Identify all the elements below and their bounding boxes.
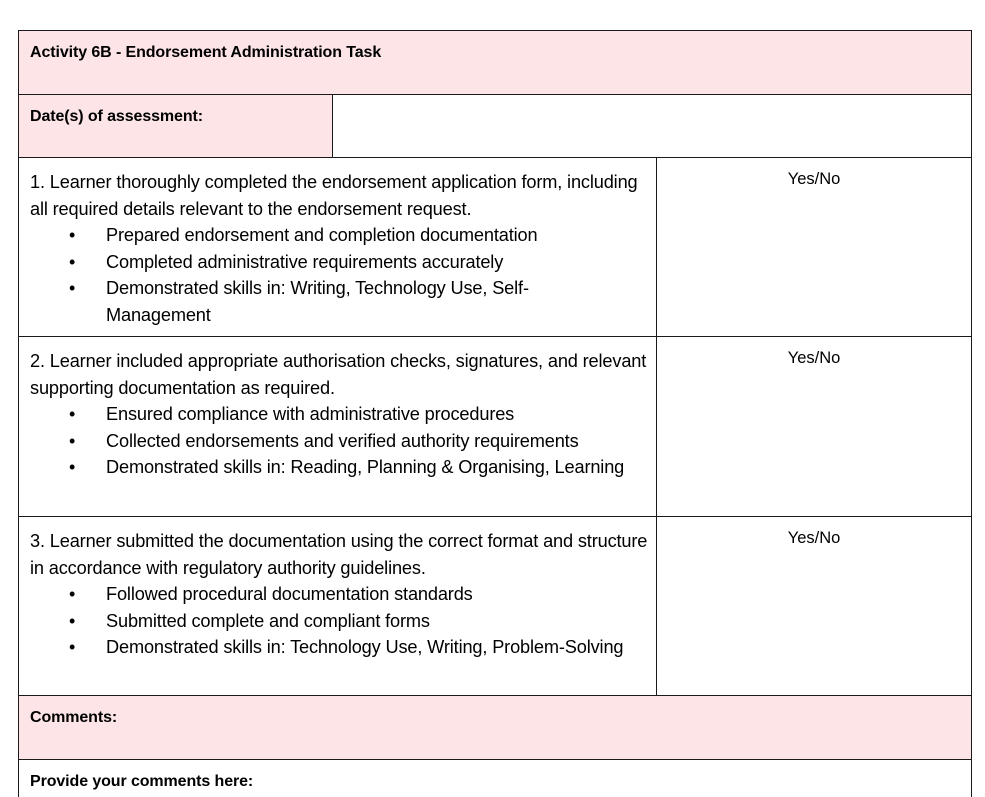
criterion-1-text: 1. Learner thoroughly completed the endorsement application form, including all required details relevant to the endorsement request. — [30, 172, 638, 219]
criterion-3-text: 3. Learner submitted the documentation using the correct format and structure in accordance with regulatory authority guidelines. — [30, 531, 648, 578]
dates-value-cell[interactable] — [332, 94, 972, 158]
activity-title-row — [18, 30, 972, 95]
comments-label: Comments: — [30, 709, 118, 726]
criterion-2-bullets — [30, 401, 648, 481]
dates-label-cell — [18, 94, 333, 158]
bullet-item: • Demonstrated skills in: Writing, Technology Use, Self-Management — [30, 275, 648, 328]
criterion-2-result[interactable]: Yes/No — [787, 349, 841, 367]
bullet-item: • Followed procedural documentation standards — [30, 581, 648, 608]
criterion-3-result[interactable]: Yes/No — [787, 529, 841, 547]
bullet-item: • Demonstrated skills in: Reading, Planning & Organising, Learning — [30, 454, 648, 481]
bullet-icon: • — [69, 584, 76, 604]
comments-prompt: Provide your comments here: — [30, 773, 254, 790]
criterion-1-result-cell[interactable] — [656, 157, 972, 337]
bullet-icon: • — [69, 637, 76, 657]
dates-label: Date(s) of assessment: — [30, 108, 203, 125]
criterion-1-bullets — [30, 222, 648, 328]
bullet-icon: • — [69, 457, 76, 477]
criterion-2-text: 2. Learner included appropriate authorisation checks, signatures, and relevant supporting documentation as required. — [30, 351, 647, 398]
criterion-1-cell — [18, 157, 657, 337]
bullet-icon: • — [69, 225, 76, 245]
bullet-item: • Completed administrative requirements accurately — [30, 249, 648, 276]
bullet-icon: • — [69, 251, 76, 272]
criterion-3-bullets — [30, 581, 648, 661]
criterion-3-cell — [18, 516, 657, 696]
criterion-3-result-cell[interactable] — [656, 516, 972, 696]
bullet-icon: • — [69, 610, 76, 631]
bullet-icon: • — [69, 278, 76, 298]
bullet-icon: • — [69, 430, 76, 451]
comments-body[interactable] — [18, 759, 972, 797]
criterion-2-result-cell[interactable] — [656, 336, 972, 517]
activity-title: Activity 6B - Endorsement Administration Task — [30, 44, 382, 61]
bullet-item: • Collected endorsements and verified authority requirements — [30, 428, 648, 455]
bullet-item: • Demonstrated skills in: Technology Use, Writing, Problem-Solving — [30, 634, 648, 661]
bullet-item: • Submitted complete and compliant forms — [30, 608, 648, 635]
criterion-1-result[interactable]: Yes/No — [787, 170, 841, 188]
comments-header-row — [18, 695, 972, 760]
criterion-2-cell — [18, 336, 657, 517]
bullet-item: • Prepared endorsement and completion documentation — [30, 222, 648, 249]
bullet-item: • Ensured compliance with administrative procedures — [30, 401, 648, 428]
bullet-icon: • — [69, 404, 76, 424]
